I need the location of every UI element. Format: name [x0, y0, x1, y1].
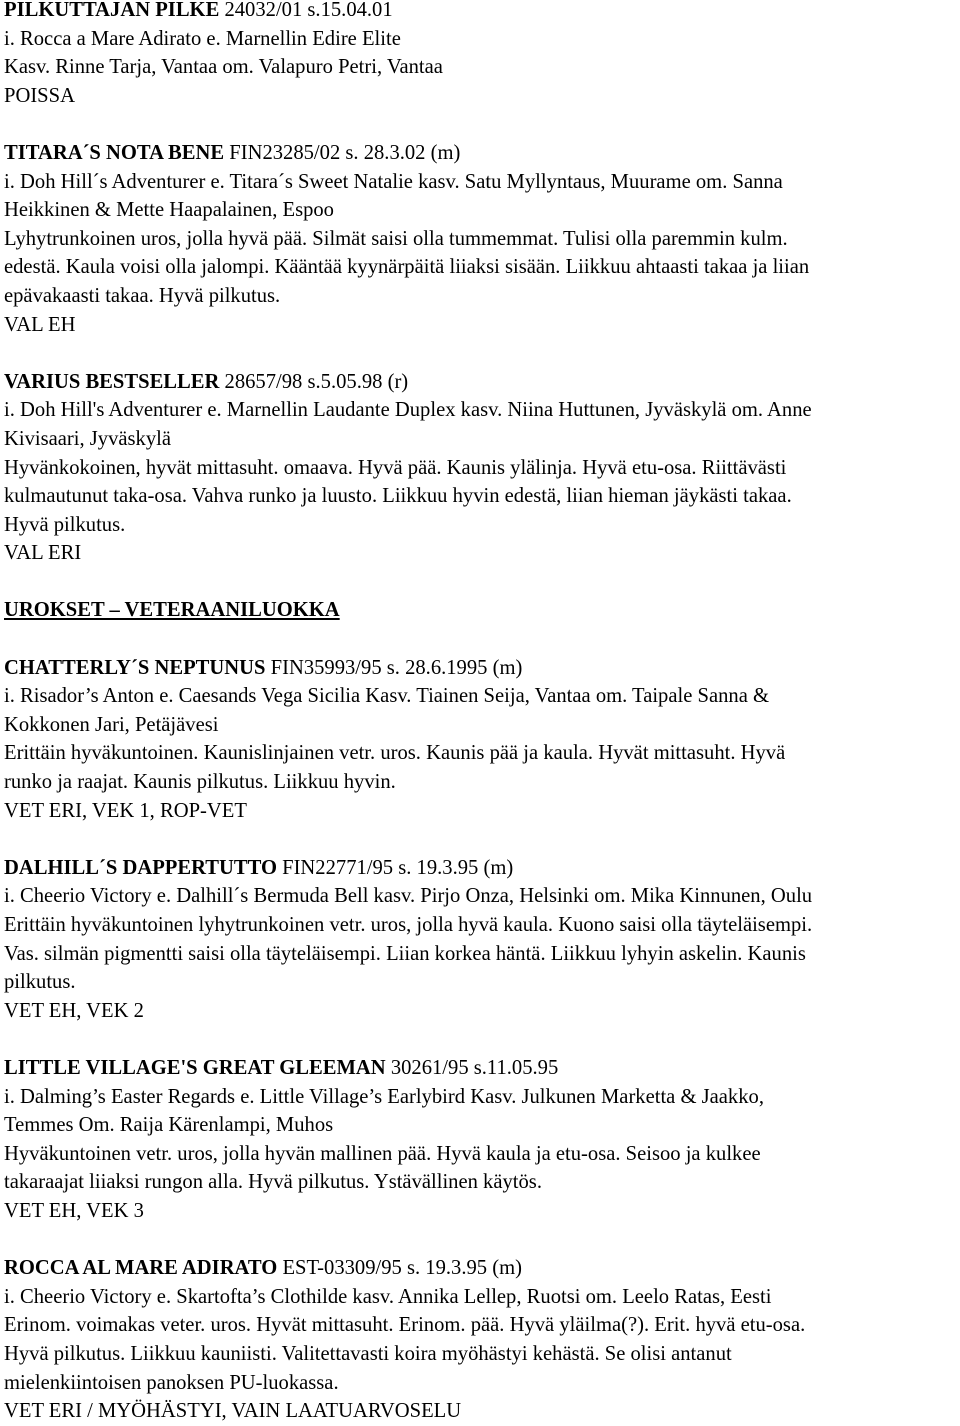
- dog-entry: [4, 1254, 956, 1426]
- spacer: [4, 568, 956, 597]
- entry-text-line: pilkutus.: [4, 971, 76, 994]
- entry-text-line: VET ERI / MYÖHÄSTYI, VAIN LAATUARVOSELU: [4, 1400, 462, 1423]
- entry-text-line: Hyvä pilkutus. Liikkuu kauniisti. Valitettavasti koira myöhästyi kehästä. Se olisi antanut: [4, 1342, 732, 1365]
- entry-heading: [4, 0, 956, 25]
- entry-text-line: takaraajat liiaksi rungon alla. Hyvä pilkutus. Ystävällinen käytös.: [4, 1171, 542, 1194]
- entry-text-line: i. Risador’s Anton e. Caesands Vega Sicilia Kasv. Tiainen Seija, Vantaa om. Taipale Sanna &: [4, 685, 770, 708]
- entry-text-line: Heikkinen & Mette Haapalainen, Espoo: [4, 199, 334, 222]
- entry-heading: [4, 654, 956, 683]
- section-title: UROKSET – VETERAANILUOKKA: [4, 599, 340, 622]
- entry-heading: [4, 139, 956, 168]
- entry-text-line: kulmautunut taka-osa. Vahva runko ja luusto. Liikkuu hyvin edestä, liian hieman jäykästi takaa.: [4, 485, 792, 508]
- entry-text-line: i. Doh Hill´s Adventurer e. Titara´s Sweet Natalie kasv. Satu Myllyntaus, Muurame om. Sanna: [4, 170, 783, 193]
- entry-text-line: Vas. silmän pigmentti saisi olla täyteläisempi. Liian korkea häntä. Liikkuu lyhyin askelin. Kaunis: [4, 942, 806, 965]
- registration-info: 30261/95 s.11.05.95: [385, 1056, 559, 1079]
- dog-entry: [4, 0, 956, 110]
- registration-info: FIN22771/95 s. 19.3.95 (m): [276, 856, 514, 879]
- entry-text-line: VET ERI, VEK 1, ROP-VET: [4, 799, 247, 822]
- entry-heading: [4, 1254, 956, 1283]
- dog-name: VARIUS BESTSELLER: [4, 370, 220, 393]
- entry-text-line: VET EH, VEK 3: [4, 1199, 144, 1222]
- dog-entry: [4, 1054, 956, 1226]
- entry-text-line: i. Cheerio Victory e. Skartofta’s Clothilde kasv. Annika Lellep, Ruotsi om. Leelo Ratas, Eesti: [4, 1285, 772, 1308]
- entry-text-line: Hyväkuntoinen vetr. uros, jolla hyvän mallinen pää. Hyvä kaula ja etu-osa. Seisoo ja kulkee: [4, 1142, 761, 1165]
- dog-name: PILKUTTAJAN PILKE: [4, 0, 220, 21]
- entry-text-line: mielenkiintoisen panoksen PU-luokassa.: [4, 1371, 339, 1394]
- dog-entry: [4, 854, 956, 1026]
- registration-info: 24032/01 s.15.04.01: [219, 0, 393, 21]
- entry-heading: [4, 854, 956, 883]
- entry-text-line: VAL ERI: [4, 542, 82, 565]
- dog-name: TITARA´S NOTA BENE: [4, 141, 225, 164]
- entry-text-line: VET EH, VEK 2: [4, 999, 144, 1022]
- entries-before-section: [4, 0, 956, 568]
- registration-info: EST-03309/95 s. 19.3.95 (m): [277, 1257, 522, 1280]
- registration-info: 28657/98 s.5.05.98 (r): [219, 370, 409, 393]
- entry-heading: [4, 1054, 956, 1083]
- spacer: [4, 825, 956, 854]
- spacer: [4, 1025, 956, 1054]
- spacer: [4, 110, 956, 139]
- entry-text-line: i. Doh Hill's Adventurer e. Marnellin Laudante Duplex kasv. Niina Huttunen, Jyväskylä om. Anne: [4, 399, 812, 422]
- entry-text-line: epävakaasti takaa. Hyvä pilkutus.: [4, 284, 281, 307]
- entry-text-line: Erittäin hyväkuntoinen. Kaunislinjainen vetr. uros. Kaunis pää ja kaula. Hyvät mittasuht. Hyvä: [4, 742, 786, 765]
- dog-name: DALHILL´S DAPPERTUTTO: [4, 856, 277, 879]
- entry-text-line: Temmes Om. Raija Kärenlampi, Muhos: [4, 1114, 334, 1137]
- entry-text-line: Erittäin hyväkuntoinen lyhytrunkoinen vetr. uros, jolla hyvä kaula. Kuono saisi olla täyteläisempi.: [4, 914, 813, 936]
- entry-text-line: Erinom. voimakas veter. uros. Hyvät mittasuht. Erinom. pää. Hyvä yläilma(?). Erit. hyvä etu-osa.: [4, 1314, 806, 1337]
- entry-text-line: Hyvä pilkutus.: [4, 513, 126, 536]
- entry-heading: [4, 368, 956, 397]
- dog-entry: [4, 368, 956, 568]
- dog-entry: [4, 139, 956, 339]
- spacer: [4, 625, 956, 654]
- dog-name: ROCCA AL MARE ADIRATO: [4, 1257, 278, 1280]
- entry-text-line: runko ja raajat. Kaunis pilkutus. Liikkuu hyvin.: [4, 771, 396, 794]
- entries-after-section: [4, 654, 956, 1426]
- document-page: [4, 0, 956, 1426]
- entry-text-line: i. Rocca a Mare Adirato e. Marnellin Edire Elite: [4, 27, 401, 50]
- registration-info: FIN35993/95 s. 28.6.1995 (m): [265, 656, 523, 679]
- dog-name: CHATTERLY´S NEPTUNUS: [4, 656, 266, 679]
- spacer: [4, 1226, 956, 1255]
- spacer: [4, 339, 956, 368]
- entry-text-line: Kasv. Rinne Tarja, Vantaa om. Valapuro Petri, Vantaa: [4, 56, 443, 79]
- entry-text-line: Hyvänkokoinen, hyvät mittasuht. omaava. Hyvä pää. Kaunis ylälinja. Hyvä etu-osa. Riittävästi: [4, 456, 787, 479]
- entry-text-line: Kivisaari, Jyväskylä: [4, 427, 172, 450]
- entry-text-line: i. Cheerio Victory e. Dalhill´s Bermuda Bell kasv. Pirjo Onza, Helsinki om. Mika Kinnunen, Oulu: [4, 885, 813, 908]
- entry-text-line: Kokkonen Jari, Petäjävesi: [4, 713, 219, 736]
- entry-text-line: edestä. Kaula voisi olla jalompi. Kääntää kyynärpäitä liiaksi sisään. Liikkuu ahtaasti takaa ja liian: [4, 256, 810, 279]
- entry-text-line: POISSA: [4, 84, 75, 107]
- entry-text-line: VAL EH: [4, 313, 76, 336]
- entry-text-line: Lyhytrunkoinen uros, jolla hyvä pää. Silmät saisi olla tummemmat. Tulisi olla paremmin kulm.: [4, 227, 788, 250]
- registration-info: FIN23285/02 s. 28.3.02 (m): [224, 141, 461, 164]
- dog-name: LITTLE VILLAGE'S GREAT GLEEMAN: [4, 1056, 386, 1079]
- dog-entry: [4, 654, 956, 826]
- entry-text-line: i. Dalming’s Easter Regards e. Little Village’s Earlybird Kasv. Julkunen Marketta & Jaakko,: [4, 1085, 764, 1108]
